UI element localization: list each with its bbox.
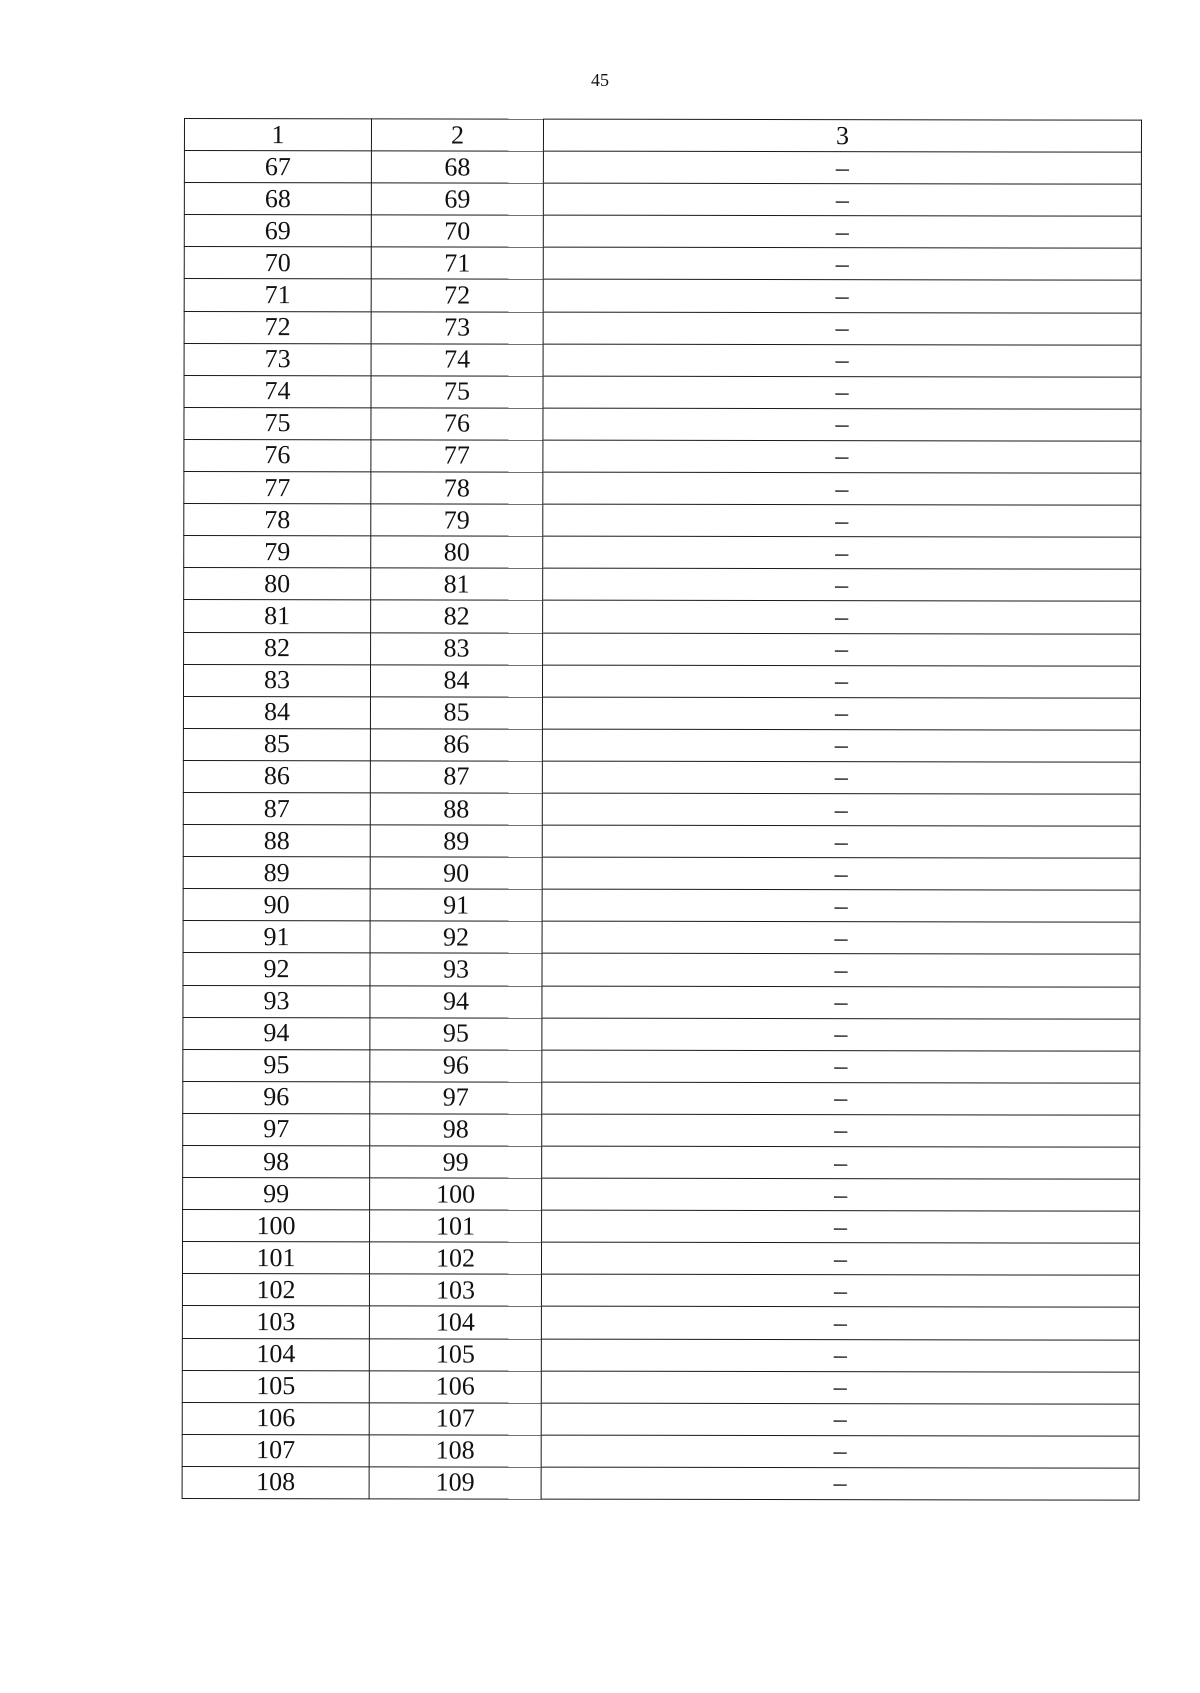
table-row [183,921,1140,955]
table-row [182,1306,1139,1340]
table-cell-col3: – [542,954,1140,987]
table-row [184,311,1141,345]
table-cell-col1: 83 [183,664,370,696]
table-cell-col3: – [542,1082,1140,1115]
table-cell-col1: 98 [183,1145,370,1177]
table-cell-col1: 103 [182,1306,369,1338]
table-cell-col1: 85 [183,728,370,760]
table-cell-col2: 70 [371,215,543,247]
table-cell-col2: 105 [369,1338,541,1370]
table-cell-col2: 88 [370,793,542,825]
table-cell-col1: 87 [183,792,370,824]
table-cell-col1: 82 [184,632,371,664]
table-row [184,375,1141,409]
table-row [183,1210,1140,1244]
table-cell-col3: – [543,633,1141,666]
table-cell-col2: 74 [371,343,543,375]
table-cell-col1: 104 [182,1338,369,1370]
table-cell-col2: 103 [369,1274,541,1306]
table-cell-col2: 96 [370,1050,542,1082]
table-cell-col2: 109 [369,1467,541,1499]
table-row [183,1113,1140,1147]
table-cell-col1: 91 [183,921,370,953]
table-cell-col2: 104 [369,1306,541,1338]
table-cell-col2: 94 [370,985,542,1017]
table-cell-col1: 88 [183,825,370,857]
table-cell-col3: – [542,986,1140,1019]
table-cell-col1: 68 [184,183,371,215]
table-row [183,760,1140,794]
page-number: 45 [591,70,609,90]
table-row [183,1017,1140,1051]
column-header-1: 1 [184,119,371,151]
table-cell-col1: 94 [183,1017,370,1049]
table-cell-col3: – [541,1275,1139,1308]
table-cell-col3: – [542,1114,1140,1147]
table-cell-col2: 108 [369,1435,541,1467]
table-cell-col1: 77 [184,472,371,504]
table-cell-col3: – [542,761,1140,794]
table-cell-col2: 71 [371,247,543,279]
table-cell-col1: 90 [183,889,370,921]
table-row [183,953,1140,987]
table-cell-col3: – [542,1146,1140,1179]
table-row [184,407,1141,441]
table-cell-col2: 84 [370,664,542,696]
table-cell-col3: – [542,1018,1140,1051]
table-row [183,728,1140,762]
table-cell-col3: – [543,440,1141,473]
table-cell-col3: – [543,376,1141,409]
table-cell-col2: 106 [369,1370,541,1402]
column-header-3: 3 [543,119,1141,152]
table-cell-col1: 86 [183,760,370,792]
table-cell-col3: – [543,568,1141,601]
table-cell-col3: – [541,1467,1139,1500]
table-row [182,1242,1139,1276]
table-cell-col2: 97 [370,1082,542,1114]
table-row [183,889,1140,923]
table-cell-col1: 79 [184,536,371,568]
table-cell-col2: 93 [370,953,542,985]
table-cell-col1: 70 [184,247,371,279]
table-cell-col1: 102 [182,1274,369,1306]
table-cell-col2: 73 [371,311,543,343]
table-row [183,857,1140,891]
table-cell-col1: 107 [182,1434,369,1466]
table-row [183,1145,1140,1179]
table-cell-col1: 69 [184,215,371,247]
table-cell-col2: 101 [370,1210,542,1242]
table-cell-col2: 100 [370,1178,542,1210]
table-cell-col2: 89 [370,825,542,857]
table-cell-col3: – [541,1242,1139,1275]
table-cell-col2: 77 [371,440,543,472]
table-header-row [184,119,1141,153]
table-row [183,664,1140,698]
table-row [184,600,1141,634]
table-cell-col3: – [542,1050,1140,1083]
table-cell-col2: 90 [370,857,542,889]
table-row [184,632,1141,666]
data-table [182,118,1142,1501]
table-cell-col2: 82 [371,600,543,632]
table-cell-col1: 97 [183,1113,370,1145]
table-cell-col1: 99 [183,1178,370,1210]
table-cell-col2: 76 [371,408,543,440]
table-cell-col1: 76 [184,439,371,471]
table-row [184,183,1141,217]
table-cell-col3: – [542,921,1140,954]
table-cell-col3: – [543,536,1141,569]
table-row [184,536,1141,570]
table-cell-col3: – [543,601,1141,634]
table-cell-col1: 93 [183,985,370,1017]
table-cell-col2: 79 [371,504,543,536]
table-row [183,792,1140,826]
table-row [183,825,1140,859]
table-cell-col1: 71 [184,279,371,311]
table-cell-col3: – [543,183,1141,216]
table-row [184,472,1141,506]
table-cell-col1: 101 [182,1242,369,1274]
table-row [183,1049,1140,1083]
table-cell-col3: – [542,1178,1140,1211]
table-row [182,1274,1139,1308]
table-cell-col2: 72 [371,279,543,311]
table-cell-col2: 83 [371,632,543,664]
table-cell-col1: 80 [184,568,371,600]
table-cell-col3: – [542,729,1140,762]
table-cell-col3: – [543,215,1141,248]
table-cell-col3: – [542,889,1140,922]
table-cell-col1: 92 [183,953,370,985]
table-cell-col2: 99 [370,1146,542,1178]
table-row [183,985,1140,1019]
table-cell-col1: 89 [183,857,370,889]
table-row [182,1338,1139,1372]
table-cell-col1: 67 [184,151,371,183]
table-cell-col3: – [541,1307,1139,1340]
table-row [184,568,1141,602]
table-row [182,1402,1139,1436]
table-cell-col1: 75 [184,407,371,439]
table-cell-col1: 74 [184,375,371,407]
table-cell-col2: 68 [371,151,543,183]
table-cell-col2: 80 [371,536,543,568]
table-row [183,1178,1140,1212]
table-row [182,1434,1139,1468]
table-cell-col1: 81 [184,600,371,632]
table-cell-col3: – [541,1435,1139,1468]
table-cell-col3: – [542,857,1140,890]
table-row [184,343,1141,377]
table-cell-col1: 108 [182,1466,369,1498]
table-cell-col1: 96 [183,1081,370,1113]
table-cell-col2: 91 [370,889,542,921]
table-cell-col1: 106 [182,1402,369,1434]
table-cell-col2: 85 [370,697,542,729]
table-row [184,247,1141,281]
table-cell-col2: 102 [369,1242,541,1274]
table-row [183,1081,1140,1115]
table-row [184,151,1141,185]
table-cell-col1: 95 [183,1049,370,1081]
table-cell-col3: – [543,280,1141,313]
table-cell-col1: 100 [183,1210,370,1242]
table-row [183,696,1140,730]
table-cell-col3: – [543,472,1141,505]
table-cell-col3: – [541,1403,1139,1436]
table-cell-col2: 95 [370,1017,542,1049]
table-cell-col3: – [543,504,1141,537]
column-header-2: 2 [371,119,543,151]
table-cell-col2: 92 [370,921,542,953]
table-body [182,119,1141,1501]
table-cell-col3: – [542,793,1140,826]
table-cell-col2: 78 [371,472,543,504]
table-cell-col3: – [543,248,1141,281]
table-cell-col3: – [541,1371,1139,1404]
table-cell-col1: 72 [184,311,371,343]
table-cell-col2: 69 [371,183,543,215]
table-cell-col2: 75 [371,376,543,408]
table-cell-col3: – [542,825,1140,858]
table-cell-col1: 73 [184,343,371,375]
table-row [184,279,1141,313]
table-row [184,439,1141,473]
table-cell-col3: – [543,151,1141,184]
table-cell-col3: – [543,408,1141,441]
table-cell-col1: 105 [182,1370,369,1402]
table-cell-col2: 87 [370,761,542,793]
table-cell-col2: 107 [369,1403,541,1435]
table-cell-col2: 81 [371,568,543,600]
table-cell-col1: 84 [183,696,370,728]
table-cell-col3: – [542,697,1140,730]
table-cell-col1: 78 [184,504,371,536]
table-cell-col2: 86 [370,729,542,761]
table-row [184,215,1141,249]
table-row [184,504,1141,538]
table-cell-col2: 98 [370,1114,542,1146]
table-row [182,1370,1139,1404]
table-cell-col3: – [542,1210,1140,1243]
table-cell-col3: – [543,344,1141,377]
table-cell-col3: – [542,665,1140,698]
table-cell-col3: – [543,312,1141,345]
table-cell-col3: – [541,1339,1139,1372]
table-row [182,1466,1139,1500]
